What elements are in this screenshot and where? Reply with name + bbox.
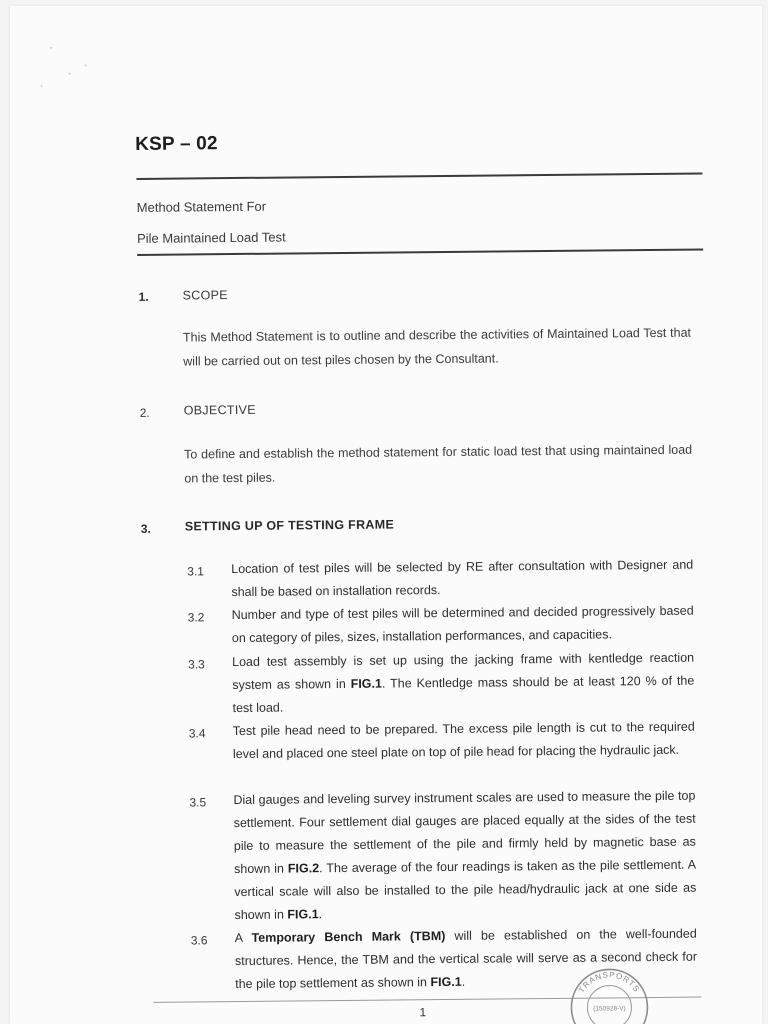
bold-term: (TBM) (409, 929, 446, 944)
item-text: will be established on the well-founded structures. Hence, the TBM and the vertical scale will serve as a second check for the pile top settlement as shown in (234, 926, 698, 992)
item-text: . (461, 974, 466, 989)
list-item-3-1 (231, 554, 693, 604)
section-heading-setting-up: SETTING UP OF TESTING FRAME (184, 517, 395, 534)
item-number: 3.5 (189, 795, 207, 810)
figure-reference: FIG.2 (287, 861, 320, 876)
item-text: . The Kentledge mass should be at least 120 % of the test load. (232, 673, 695, 716)
item-text: Location of test piles will be selected by RE after consultation with Designer and shall be based on installation records. (231, 557, 694, 600)
list-item-3-4 (233, 716, 695, 766)
item-text (401, 929, 410, 943)
item-text: A (234, 930, 252, 946)
scan-speckle (68, 73, 70, 75)
list-item-3-3 (232, 647, 695, 720)
scan-speckle (50, 47, 52, 49)
section-number: 3. (140, 521, 151, 536)
item-number: 3.6 (190, 933, 208, 948)
section-number: 1. (138, 289, 149, 304)
scan-speckle (41, 85, 43, 87)
list-item-3-5 (233, 785, 696, 927)
company-stamp (567, 965, 652, 1024)
item-number: 3.1 (187, 564, 204, 579)
item-number: 3.2 (187, 610, 205, 625)
section-heading-objective: OBJECTIVE (183, 402, 256, 418)
svg-text:TRANSPORTS (577, 970, 642, 995)
document-page (10, 6, 762, 1024)
page-content (10, 6, 762, 1024)
stamp-text-bottom: (150928-V) (593, 1005, 626, 1013)
section-heading-scope: SCOPE (182, 288, 228, 303)
document-title-line-2: Pile Maintained Load Test (136, 229, 286, 246)
figure-reference: FIG.1 (287, 907, 319, 922)
header-rule-bottom (137, 249, 703, 256)
scan-speckle (84, 64, 86, 66)
section-body-objective: To define and establish the method statement for static load test that using maintained load on the test piles. (184, 442, 693, 486)
document-code: KSP – 02 (135, 133, 218, 155)
item-number: 3.4 (188, 726, 206, 741)
stamp-text-top: TRANSPORTS (576, 970, 642, 995)
item-text: Number and type of test piles will be determined and decided progressively based on category of piles, sizes, installation performances, and capacities. (231, 603, 694, 646)
item-text: Dial gauges and leveling survey instrument scales are used to measure the pile top settlement. Four settlement dial gauges are placed equally at the sides of the test pile to measure the settlement of the pile and firmly held by magnetic base as shown in (233, 788, 696, 877)
item-number: 3.3 (188, 657, 205, 672)
document-title-line-1: Method Statement For (136, 198, 267, 215)
list-item-3-2 (232, 600, 694, 650)
figure-reference: FIG.1 (430, 974, 462, 990)
item-text: Load test assembly is set up using the jacking frame with kentledge reaction system as shown in (232, 650, 695, 693)
bold-term: Temporary Bench Mark (251, 929, 401, 945)
item-text: . The average of the four readings is taken as the pile settlement. A vertical scale will also be installed to the pile head/hydraulic jack at one side as shown in (234, 857, 697, 923)
section-number: 2. (139, 405, 150, 420)
item-text: Test pile head need to be prepared. The excess pile length is cut to the required level and placed one steel plate on top of pile head for placing the hydraulic jack. (232, 719, 695, 762)
figure-reference: FIG.1 (350, 676, 382, 691)
section-body-scope: This Method Statement is to outline and describe the activities of Maintained Load Test that will be carried out on test piles chosen by the Consultant. (182, 325, 692, 369)
header-rule-top (136, 173, 702, 180)
item-text: . (318, 907, 323, 922)
page-number: 1 (419, 1005, 427, 1020)
